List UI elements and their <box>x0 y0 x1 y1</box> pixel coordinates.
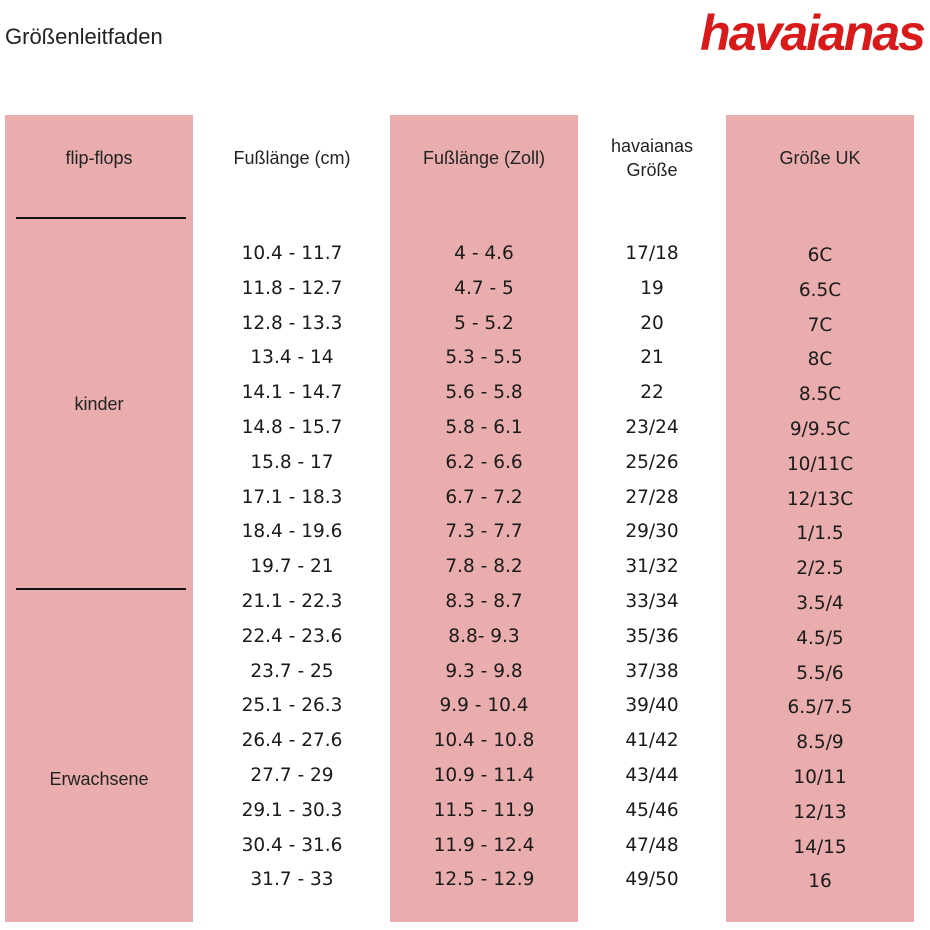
cell-foot-length-inch: 5 - 5.2 <box>454 312 514 334</box>
cell-uk-size: 5.5/6 <box>796 662 844 684</box>
cell-uk-size: 12/13C <box>786 488 854 510</box>
cell-foot-length-inch: 4.7 - 5 <box>454 277 514 299</box>
cell-uk-size: 14/15 <box>793 836 847 858</box>
cell-foot-length-cm: 22.4 - 23.6 <box>241 625 343 647</box>
cell-foot-length-cm: 18.4 - 19.6 <box>241 521 343 543</box>
cell-uk-size: 6.5/7.5 <box>787 697 853 719</box>
cell-foot-length-cm: 29.1 - 30.3 <box>241 799 343 821</box>
cell-uk-size: 12/13 <box>793 801 847 823</box>
cell-havaianas-size: 35/36 <box>625 625 679 647</box>
header-uk-size: Größe UK <box>779 148 861 168</box>
cell-foot-length-cm: 13.4 - 14 <box>250 347 334 369</box>
cell-foot-length-cm: 23.7 - 25 <box>250 660 334 682</box>
column-highlight-flip-flops <box>5 115 193 922</box>
cell-foot-length-cm: 27.7 - 29 <box>250 765 334 786</box>
cell-uk-size: 6C <box>807 245 833 266</box>
header-foot-length-inch: Fußlänge (Zoll) <box>422 148 546 168</box>
cell-foot-length-cm: 11.8 - 12.7 <box>241 277 343 299</box>
header-flip-flops: flip-flops <box>65 148 133 168</box>
cell-foot-length-inch: 4 - 4.6 <box>454 243 514 264</box>
cell-foot-length-inch: 9.9 - 10.4 <box>439 695 529 717</box>
cell-uk-size: 4.5/5 <box>796 627 844 649</box>
cell-foot-length-inch: 11.9 - 12.4 <box>433 834 535 856</box>
cell-havaianas-size: 20 <box>640 312 664 334</box>
cell-uk-size: 16 <box>808 871 832 893</box>
cell-foot-length-cm: 30.4 - 31.6 <box>241 834 343 856</box>
cell-havaianas-size: 45/46 <box>625 799 679 821</box>
cell-foot-length-inch: 5.3 - 5.5 <box>445 347 523 369</box>
section-divider <box>16 588 186 590</box>
cell-havaianas-size: 33/34 <box>625 591 679 612</box>
cell-uk-size: 8.5/9 <box>796 732 844 754</box>
cell-foot-length-cm: 14.1 - 14.7 <box>241 382 343 404</box>
cell-havaianas-size: 27/28 <box>625 486 679 508</box>
cell-uk-size: 10/11C <box>786 453 854 475</box>
cell-uk-size: 8C <box>807 349 833 371</box>
cell-foot-length-cm: 26.4 - 27.6 <box>241 730 343 752</box>
cell-foot-length-inch: 10.4 - 10.8 <box>433 730 535 752</box>
havaianas-logo: havaianas <box>700 5 924 61</box>
cell-uk-size: 1/1.5 <box>796 523 844 545</box>
cell-foot-length-cm: 14.8 - 15.7 <box>241 417 343 438</box>
cell-foot-length-cm: 17.1 - 18.3 <box>241 486 343 508</box>
cell-foot-length-inch: 7.3 - 7.7 <box>445 521 523 543</box>
cell-havaianas-size: 17/18 <box>625 243 679 264</box>
cell-foot-length-inch: 11.5 - 11.9 <box>433 799 535 821</box>
group-label-erwachsene: Erwachsene <box>49 769 149 789</box>
cell-uk-size: 2/2.5 <box>796 558 844 580</box>
header-foot-length-cm: Fußlänge (cm) <box>233 148 351 168</box>
cell-uk-size: 6.5C <box>798 279 842 301</box>
section-divider <box>16 217 186 219</box>
cell-foot-length-inch: 5.6 - 5.8 <box>445 382 523 404</box>
cell-foot-length-inch: 12.5 - 12.9 <box>433 869 535 891</box>
cell-foot-length-cm: 10.4 - 11.7 <box>241 243 343 264</box>
cell-uk-size: 9/9.5C <box>789 419 851 440</box>
cell-foot-length-cm: 25.1 - 26.3 <box>241 695 343 717</box>
cell-foot-length-cm: 21.1 - 22.3 <box>241 591 343 612</box>
cell-foot-length-inch: 9.3 - 9.8 <box>445 660 523 682</box>
cell-havaianas-size: 31/32 <box>625 556 679 578</box>
cell-havaianas-size: 47/48 <box>625 834 679 856</box>
cell-uk-size: 8.5C <box>798 384 842 406</box>
cell-foot-length-cm: 19.7 - 21 <box>250 556 334 578</box>
cell-foot-length-inch: 8.3 - 8.7 <box>445 591 523 612</box>
group-label-kinder: kinder <box>74 394 124 414</box>
cell-havaianas-size: 22 <box>640 382 664 404</box>
cell-foot-length-cm: 15.8 - 17 <box>250 451 334 473</box>
cell-havaianas-size: 41/42 <box>625 730 679 752</box>
cell-havaianas-size: 23/24 <box>625 417 679 438</box>
cell-uk-size: 7C <box>807 314 833 336</box>
cell-havaianas-size: 39/40 <box>625 695 679 717</box>
cell-havaianas-size: 21 <box>640 347 664 369</box>
cell-havaianas-size: 43/44 <box>625 765 679 786</box>
cell-foot-length-inch: 8.8- 9.3 <box>448 625 520 647</box>
cell-foot-length-inch: 10.9 - 11.4 <box>433 765 535 786</box>
cell-havaianas-size: 19 <box>640 277 664 299</box>
cell-foot-length-inch: 6.7 - 7.2 <box>445 486 523 508</box>
cell-foot-length-cm: 31.7 - 33 <box>250 869 334 891</box>
page-title: Größenleitfaden <box>5 24 163 49</box>
cell-havaianas-size: 29/30 <box>625 521 679 543</box>
cell-havaianas-size: 49/50 <box>625 869 679 891</box>
header-havaianas-size: havaianas Größe <box>610 136 694 180</box>
cell-foot-length-inch: 5.8 - 6.1 <box>445 417 523 438</box>
cell-havaianas-size: 37/38 <box>625 660 679 682</box>
cell-uk-size: 10/11 <box>793 767 847 788</box>
cell-havaianas-size: 25/26 <box>625 451 679 473</box>
cell-foot-length-inch: 6.2 - 6.6 <box>445 451 523 473</box>
cell-foot-length-cm: 12.8 - 13.3 <box>241 312 343 334</box>
cell-foot-length-inch: 7.8 - 8.2 <box>445 556 523 578</box>
cell-uk-size: 3.5/4 <box>796 593 844 614</box>
